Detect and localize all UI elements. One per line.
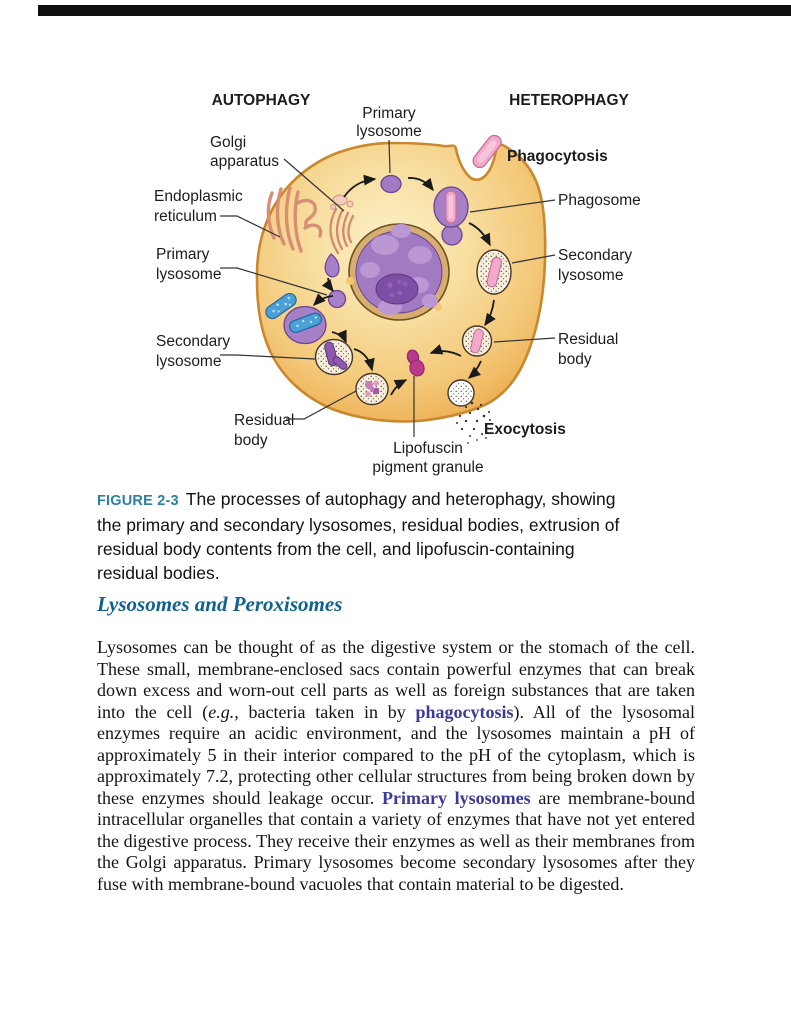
secondary-lysosome-left: [316, 340, 353, 375]
scan-artifact-bar: [38, 5, 791, 16]
label-golgi: apparatus: [210, 153, 279, 170]
label-residual-body-bottom: body: [234, 432, 268, 449]
residual-body-bottom: [356, 374, 388, 405]
caption-line: the primary and secondary lysosomes, residual bodies, extrusion of: [97, 515, 620, 535]
paragraph-segment: phagocytosis: [415, 701, 514, 722]
label-phagosome: Phagosome: [558, 192, 641, 209]
paragraph-segment: e.g.,: [208, 701, 239, 722]
paragraph-segment: Primary lysosomes: [381, 787, 531, 808]
label-er: reticulum: [154, 208, 217, 225]
primary-lysosome-top: [381, 176, 401, 193]
figure-tag: FIGURE 2-3: [97, 493, 179, 509]
label-residual-body-right: Residual: [558, 331, 619, 348]
figure-diagram: [100, 85, 700, 485]
figure-caption: [97, 487, 697, 585]
label-lipofuscin: pigment granule: [372, 459, 484, 476]
caption-line: residual bodies.: [97, 563, 220, 583]
paragraph-segment: are membrane-bound intracellular organelles that contain a variety of enzymes that have not yet entered the digestive process. They receive their enzymes as well as their membranes from the Golgi apparatus. Primary lysosomes become secondary lysosomes after they fuse with membrane-bound vacuoles that contain material to be digested.: [97, 787, 696, 894]
label-secondary-lysosome-right: Secondary: [558, 247, 633, 264]
label-primary-lysosome-left: Primary: [156, 246, 210, 263]
label-phagocytosis: Phagocytosis: [507, 148, 608, 165]
label-secondary-lysosome-right: lysosome: [558, 267, 624, 284]
nucleolus: [376, 274, 418, 304]
label-primary-lysosome-top: lysosome: [356, 123, 422, 140]
secondary-lysosome-right: [477, 250, 511, 294]
autophagosome: [284, 307, 326, 344]
label-residual-body-right: body: [558, 351, 592, 368]
label-er: Endoplasmic: [154, 188, 243, 205]
label-primary-lysosome-top: Primary: [362, 105, 416, 122]
label-residual-body-bottom: Residual: [234, 412, 295, 429]
body-paragraph: [97, 637, 695, 895]
caption-line: residual body contents from the cell, and lipofuscin-containing: [97, 539, 575, 559]
label-autophagy: AUTOPHAGY: [211, 92, 311, 109]
label-heterophagy: HETEROPHAGY: [509, 92, 629, 109]
label-secondary-lysosome-left: lysosome: [156, 353, 222, 370]
caption-text: The processes of autophagy and heterophagy, showing: [185, 489, 616, 509]
caption-line: [97, 487, 697, 513]
label-primary-lysosome-left: lysosome: [156, 266, 222, 283]
nuclear-pore: [346, 277, 354, 285]
label-exocytosis: Exocytosis: [484, 421, 566, 438]
section-heading: Lysosomes and Peroxisomes: [97, 592, 343, 616]
paragraph-segment: Lysosomes can be thought of as the digestive system or the stomach of the cell. These small, membrane-enclosed sacs contain powerful enzymes that can break down excess and worn-out cell parts as well as foreign substances that are taken into the cell (: [97, 637, 695, 722]
label-secondary-lysosome-left: Secondary: [156, 333, 231, 350]
label-lipofuscin: Lipofuscin: [393, 440, 463, 457]
primary-lysosome-left: [329, 291, 346, 308]
label-golgi: Golgi: [210, 134, 247, 151]
residual-body-right: [463, 326, 492, 356]
cell-diagram-svg: [100, 85, 700, 485]
paragraph-segment: ). All of the lysosomal enzymes require an acidic environment, and the lysosomes maintain a pH of approximately 5 in their interior compared to the pH of the cytoplasm, which is approximately 7.2, protecting other cellular structures from being broken down by these enzymes should leakage occur.: [97, 701, 695, 808]
paragraph-segment: bacteria taken in by: [238, 701, 416, 722]
